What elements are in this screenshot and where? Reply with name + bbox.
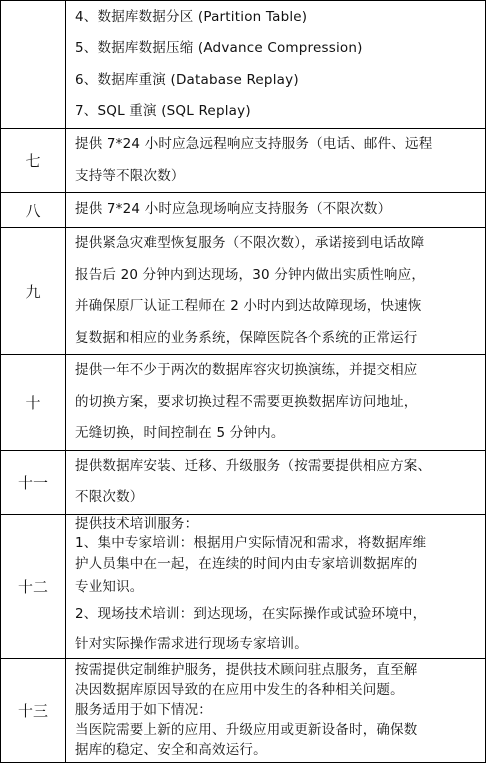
table-row <box>1 514 486 658</box>
content-line: 的切换方案，要求切换过程不需要更换数据库访问地址， <box>75 393 418 410</box>
content-line: 7、SQL 重演 (SQL Replay) <box>75 103 251 119</box>
row-number: 十一 <box>1 450 66 514</box>
table-row <box>1 450 486 514</box>
content-line: 不限次数） <box>75 489 144 505</box>
content-line: 专业知识。 <box>75 578 144 595</box>
row-content <box>66 228 486 355</box>
row-number: 十 <box>1 355 66 451</box>
content-line: 4、数据库数据分区 (Partition Table) <box>75 8 308 25</box>
row-number: 八 <box>1 193 66 228</box>
row-number <box>1 1 66 129</box>
content-line: 提供技术培训服务： <box>75 515 199 532</box>
content-line: 1、集中专家培训：根据用户实际情况和需求，将数据库维 <box>75 534 427 551</box>
content-line: 支持等不限次数） <box>75 167 185 184</box>
table-row <box>1 129 486 193</box>
table-row <box>1 658 486 762</box>
row-number: 十二 <box>1 514 66 658</box>
table-row <box>1 1 486 129</box>
content-line: 报告后 20 分钟内到达现场，30 分钟内做出实质性响应， <box>75 266 426 283</box>
content-line: 提供紧急灾难型恢复服务（不限次数），承诺接到电话故障 <box>75 235 425 251</box>
table-row <box>1 355 486 451</box>
content-line: 针对实际操作需求进行现场专家培训。 <box>75 635 308 652</box>
content-line: 6、数据库重演 (Database Replay) <box>75 71 299 88</box>
content-line: 服务适用于如下情况： <box>75 702 212 718</box>
row-content <box>66 1 486 129</box>
row-content <box>66 129 486 193</box>
content-line: 并确保原厂认证工程师在 2 小时内到达故障现场，快速恢 <box>75 298 422 314</box>
content-line: 2、现场技术培训：到达现场，在实际操作或试验环境中， <box>75 605 427 622</box>
table-row <box>1 193 486 228</box>
content-line: 护人员集中在一起，在连续的时间内由专家培训数据库的 <box>75 555 418 572</box>
row-content <box>66 355 486 451</box>
content-line: 决因数据库原因导致的在应用中发生的各种相关问题。 <box>75 682 404 698</box>
row-number: 九 <box>1 228 66 355</box>
content-line: 当医院需要上新的应用、升级应用或更新设备时，确保数 <box>75 722 418 738</box>
content-line: 按需提供定制维护服务，提供技术顾问驻点服务，直至解 <box>75 662 418 678</box>
row-content <box>66 450 486 514</box>
row-content <box>66 514 486 658</box>
content-line: 提供一年不少于两次的数据库容灾切换演练，并提交相应 <box>75 362 418 378</box>
content-line: 提供 7*24 小时应急远程响应支持服务（电话、邮件、远程 <box>75 136 433 152</box>
row-content <box>66 193 486 228</box>
content-line: 无缝切换，时间控制在 5 分钟内。 <box>75 425 285 441</box>
row-content <box>66 658 486 762</box>
content-line: 据库的稳定、安全和高效运行。 <box>75 742 267 758</box>
table-row <box>1 228 486 355</box>
content-line: 提供 7*24 小时应急现场响应支持服务（不限次数） <box>75 201 392 218</box>
content-line: 复数据和相应的业务系统，保障医院各个系统的正常运行 <box>75 329 418 346</box>
row-number: 十三 <box>1 658 66 762</box>
content-line: 5、数据库数据压缩 (Advance Compression) <box>75 40 363 56</box>
row-number: 七 <box>1 129 66 193</box>
content-line: 提供数据库安装、迁移、升级服务（按需要提供相应方案、 <box>75 457 432 474</box>
